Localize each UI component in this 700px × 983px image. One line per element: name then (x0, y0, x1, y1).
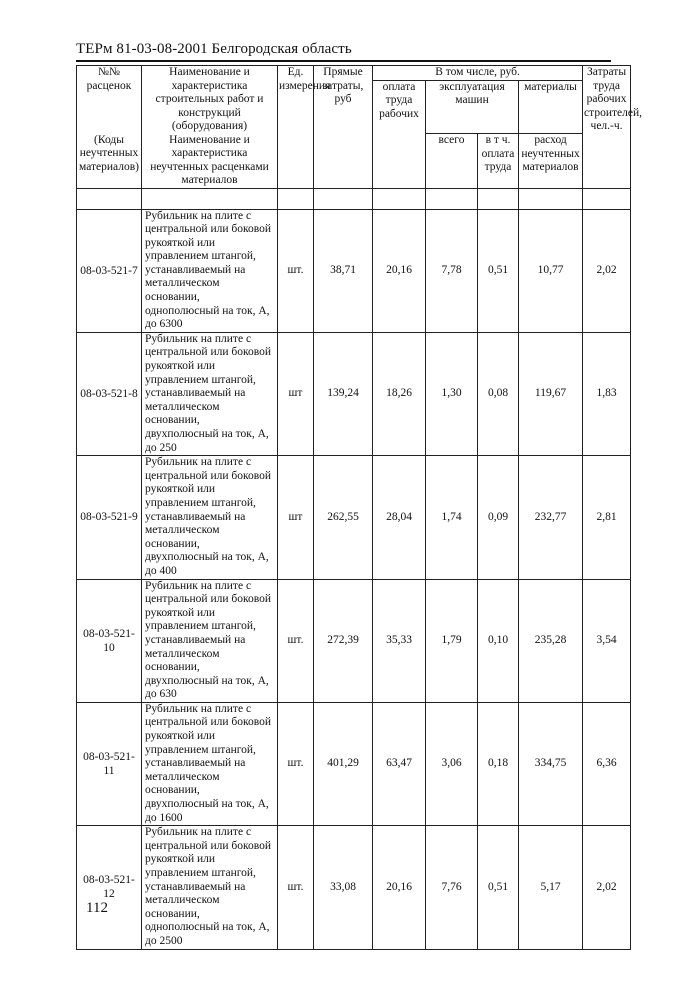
unit-cell: шт. (278, 702, 314, 825)
rate-code: 08-03-521-8 (77, 332, 142, 455)
direct-costs-cell: 38,71 (314, 209, 373, 332)
rate-code: 08-03-521-7 (77, 209, 142, 332)
direct-costs-cell: 262,55 (314, 456, 373, 579)
labor-cell: 3,54 (583, 579, 631, 702)
table-row (77, 826, 631, 949)
rate-code: 08-03-521-9 (77, 456, 142, 579)
header-materials: материалы (519, 80, 583, 134)
header-unit: Ед. измерения (278, 66, 314, 189)
unit-cell: шт (278, 332, 314, 455)
header-code-sub: (Коды неучтенных материалов) (77, 134, 142, 189)
unit-cell: шт. (278, 826, 314, 949)
wages-cell: 63,47 (373, 702, 426, 825)
machines-wages-cell: 0,08 (478, 332, 519, 455)
materials-cell: 10,77 (519, 209, 583, 332)
materials-cell: 232,77 (519, 456, 583, 579)
direct-costs-cell: 272,39 (314, 579, 373, 702)
work-description: Рубильник на плите с центральной или боковой рукояткой или управлением штангой, устанавливаемый на металлическом основании, двухполюсный на ток, А, до 630 (142, 579, 278, 702)
work-description: Рубильник на плите с центральной или боковой рукояткой или управлением штангой, устанавливаемый на металлическом основании, двухполюсный на ток, А, до 250 (142, 332, 278, 455)
header-wages: оплата труда рабочих (373, 80, 426, 188)
materials-cell: 334,75 (519, 702, 583, 825)
page-number: 112 (86, 900, 108, 916)
header-incl-group: В том числе, руб. (373, 66, 583, 81)
header-direct: Прямые затраты, руб (314, 66, 373, 189)
direct-costs-cell: 401,29 (314, 702, 373, 825)
table-row (77, 209, 631, 332)
table-row (77, 702, 631, 825)
machines-total-cell: 1,79 (426, 579, 478, 702)
header-name: Наименование и характеристика строительных работ и конструкций (оборудования) (142, 66, 278, 134)
machines-total-cell: 1,30 (426, 332, 478, 455)
machines-wages-cell: 0,09 (478, 456, 519, 579)
labor-cell: 1,83 (583, 332, 631, 455)
materials-cell: 5,17 (519, 826, 583, 949)
unit-cell: шт (278, 456, 314, 579)
work-description: Рубильник на плите с центральной или боковой рукояткой или управлением штангой, устанавливаемый на металлическом основании, однополюсный на ток, А, до 2500 (142, 826, 278, 949)
wages-cell: 28,04 (373, 456, 426, 579)
page-title: ТЕРм 81-03-08-2001 Белгородская область (76, 41, 352, 57)
rate-code: 08-03-521-11 (77, 702, 142, 825)
wages-cell: 35,33 (373, 579, 426, 702)
header-code: №№ расценок (77, 66, 142, 134)
machines-wages-cell: 0,10 (478, 579, 519, 702)
header-labor: Затраты труда рабочих строителей, чел.-ч. (583, 66, 631, 189)
labor-cell: 2,02 (583, 826, 631, 949)
work-description: Рубильник на плите с центральной или боковой рукояткой или управлением штангой, устанавливаемый на металлическом основании, однополюсный на ток, А, до 6300 (142, 209, 278, 332)
rates-table-body (77, 66, 642, 950)
machines-wages-cell: 0,51 (478, 826, 519, 949)
machines-total-cell: 7,78 (426, 209, 478, 332)
materials-cell: 119,67 (519, 332, 583, 455)
header-rule (76, 60, 611, 62)
header-machines-wages: в т ч. оплата труда (478, 134, 519, 189)
table-row (77, 456, 631, 579)
header-name-sub: Наименование и характеристика неучтенных расценками материалов (142, 134, 278, 189)
machines-total-cell: 1,74 (426, 456, 478, 579)
materials-cell: 235,28 (519, 579, 583, 702)
table-row (77, 332, 631, 455)
header-materials-unaccounted: расход неучтенных материалов (519, 134, 583, 189)
rates-table (76, 65, 642, 950)
header-machines: эксплуатация машин (426, 80, 519, 134)
work-description: Рубильник на плите с центральной или боковой рукояткой или управлением штангой, устанавливаемый на металлическом основании, двухполюсный на ток, А, до 400 (142, 456, 278, 579)
machines-total-cell: 7,76 (426, 826, 478, 949)
wages-cell: 20,16 (373, 209, 426, 332)
labor-cell: 2,81 (583, 456, 631, 579)
work-description: Рубильник на плите с центральной или боковой рукояткой или управлением штангой, устанавливаемый на металлическом основании, двухполюсный на ток, А, до 1600 (142, 702, 278, 825)
machines-wages-cell: 0,18 (478, 702, 519, 825)
labor-cell: 2,02 (583, 209, 631, 332)
direct-costs-cell: 139,24 (314, 332, 373, 455)
header-spacer-row (77, 188, 631, 209)
machines-total-cell: 3,06 (426, 702, 478, 825)
machines-wages-cell: 0,51 (478, 209, 519, 332)
unit-cell: шт. (278, 209, 314, 332)
rate-code: 08-03-521-12 (77, 826, 142, 949)
header-machines-total: всего (426, 134, 478, 189)
direct-costs-cell: 33,08 (314, 826, 373, 949)
wages-cell: 20,16 (373, 826, 426, 949)
unit-cell: шт. (278, 579, 314, 702)
labor-cell: 6,36 (583, 702, 631, 825)
rate-code: 08-03-521-10 (77, 579, 142, 702)
table-row (77, 579, 631, 702)
wages-cell: 18,26 (373, 332, 426, 455)
